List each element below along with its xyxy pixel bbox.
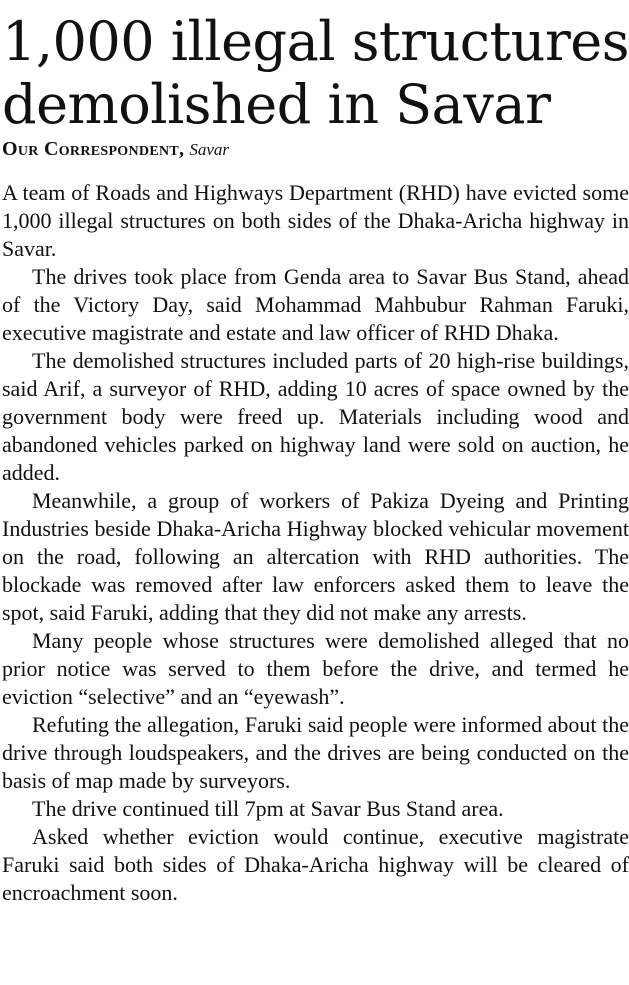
body-paragraph: The drives took place from Genda area to Savar Bus Stand, ahead of the Victory Day, said Mohammad Mahbubur Rahman Faruki, executive magistrate and estate and law officer of RHD Dhaka.	[2, 264, 629, 345]
byline-author: Our Correspondent,	[2, 138, 185, 160]
body-paragraph: Refuting the allegation, Faruki said people were informed about the drive through loudspeakers, and the drives are being conducted on the basis of map made by surveyors.	[2, 712, 629, 793]
headline-line-1: 1,000 illegal structures	[2, 10, 629, 73]
body-paragraph: Many people whose structures were demolished alleged that no prior notice was served to them before the drive, and termed he eviction “selective” and an “eyewash”.	[2, 628, 629, 709]
body-paragraph: The drive continued till 7pm at Savar Bus Stand area.	[32, 796, 504, 821]
article-body	[2, 179, 629, 907]
byline	[2, 137, 629, 162]
byline-location: Savar	[189, 140, 229, 159]
body-paragraph: Meanwhile, a group of workers of Pakiza Dyeing and Printing Industries beside Dhaka-Aricha Highway blocked vehicular movement on the road, following an altercation with RHD authorities. The blockade was removed after law enforcers asked them to leave the spot, said Faruki, adding that they did not make any arrests.	[2, 488, 629, 625]
body-paragraph: A team of Roads and Highways Department (RHD) have evicted some 1,000 illegal structures on both sides of the Dhaka-Aricha highway in Savar.	[2, 180, 629, 261]
headline-line-2: demolished in Savar	[2, 73, 551, 136]
headline	[2, 0, 629, 136]
body-paragraph: The demolished structures included parts of 20 high-rise buildings, said Arif, a surveyor of RHD, adding 10 acres of space owned by the government body were freed up. Materials including wood and abandoned vehicles parked on highway land were sold on auction, he added.	[2, 348, 629, 485]
body-paragraph: Asked whether eviction would continue, executive magistrate Faruki said both sides of Dhaka-Aricha highway will be cleared of encroachment soon.	[2, 824, 629, 905]
